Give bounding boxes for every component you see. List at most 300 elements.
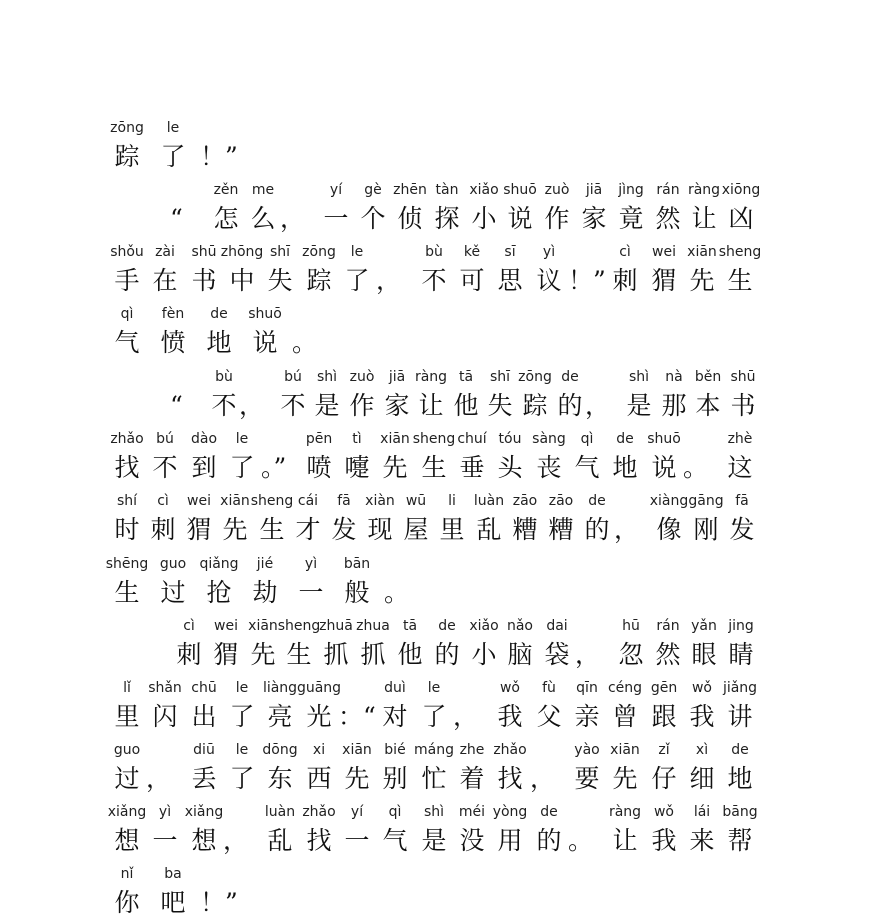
hanzi: 先 [382,453,408,482]
pinyin: nǐ [120,866,134,882]
pinyin: me [251,182,275,198]
hanzi: 家 [581,204,607,233]
hanzi: 踪 [306,266,332,295]
hanzi: 眼 [691,640,717,669]
hanzi: 袋 [544,640,570,669]
hanzi: 要 [574,764,600,793]
hanzi: 闪 [152,702,178,731]
pinyin: máng [414,742,454,758]
pinyin: shī [489,369,511,385]
pinyin: shū [730,369,756,385]
pinyin: zhǎo [302,804,336,820]
hanzi-with-pinyin [717,800,763,862]
pinyin: yòng [492,804,528,820]
hanzi: 讲 [727,702,753,731]
hanzi: 着 [459,764,485,793]
pinyin: yí [350,804,364,820]
pinyin: duì [384,680,406,696]
hanzi: 不 [152,453,178,482]
hanzi: 里 [439,515,465,544]
pinyin: le [235,680,249,696]
hanzi-with-pinyin [196,552,242,614]
hanzi: 一 [152,826,178,855]
pinyin: zhǎo [493,742,527,758]
pinyin: lái [693,804,711,820]
pinyin: de [540,804,558,820]
hanzi: 竟 [618,204,644,233]
hanzi: 吧 [160,888,186,917]
pinyin: de [731,742,749,758]
hanzi: 他 [453,391,479,420]
pinyin: de [616,431,634,447]
hanzi: ！” [568,266,606,295]
hanzi: 探 [434,204,460,233]
pinyin: xiǎo [469,618,499,634]
pinyin: zhōng [220,244,264,260]
pinyin: zǐ [658,742,670,758]
pinyin: jié [256,556,274,572]
hanzi: 光 [306,702,332,731]
hanzi: 找 [497,764,523,793]
pinyin: gēn [650,680,678,696]
text-line [0,800,894,862]
hanzi: 愤 [160,328,186,357]
hanzi: 不 [280,391,306,420]
hanzi: 失 [267,266,293,295]
hanzi: 他 [397,640,423,669]
pinyin: de [438,618,456,634]
pinyin: dào [190,431,218,447]
hanzi-with-pinyin [242,302,288,364]
pinyin: yǎn [691,618,717,634]
hanzi: 踪 [114,142,140,171]
pinyin: sī [504,244,516,260]
pinyin: shì [316,369,338,385]
pinyin: zōng [518,369,552,385]
hanzi: ， [146,764,172,793]
hanzi: 屋 [403,515,429,544]
pinyin: xiān [220,493,250,509]
hanzi: 想 [114,826,140,855]
pinyin: xiān [248,618,278,634]
pinyin: zōng [110,120,144,136]
hanzi: ， [223,826,249,855]
hanzi: 亮 [267,702,293,731]
hanzi-with-pinyin [242,552,288,614]
text-line [0,489,894,551]
hanzi: 嚏 [344,453,370,482]
hanzi: 了 [229,702,255,731]
pinyin: xiǎng [107,804,147,820]
hanzi: 让 [691,204,717,233]
pinyin: shuō [248,306,282,322]
hanzi: 先 [344,764,370,793]
pinyin: xiān [610,742,640,758]
pinyin: bié [384,742,406,758]
text-line [0,302,894,364]
hanzi: 刺 [150,515,176,544]
hanzi: 本 [695,391,721,420]
hanzi: “ [170,204,183,233]
pinyin: le [235,431,249,447]
text-line [0,240,894,302]
pinyin: gāng [688,493,724,509]
pinyin: rán [656,618,680,634]
hanzi: 生 [286,640,312,669]
pinyin: le [427,680,441,696]
pinyin: xiàn [365,493,395,509]
pinyin: chū [191,680,217,696]
hanzi: 。 [384,578,410,607]
pinyin: fā [337,493,351,509]
text-line [0,738,894,800]
pinyin: wǒ [499,680,520,696]
hanzi-with-pinyin [150,116,196,178]
pinyin: xi [312,742,326,758]
hanzi: 垂 [459,453,485,482]
hanzi: 出 [191,702,217,731]
pinyin: shī [269,244,291,260]
pinyin: sheng [412,431,456,447]
hanzi: 的 [557,391,583,420]
hanzi: 想 [191,826,217,855]
hanzi: 到 [191,453,217,482]
pinyin: tì [352,431,362,447]
hanzi: 西 [306,764,332,793]
hanzi: 丧 [536,453,562,482]
hanzi: 乱 [267,826,293,855]
pinyin: jiā [388,369,406,385]
pinyin: méi [458,804,486,820]
pinyin: de [210,306,228,322]
pinyin: bān [343,556,371,572]
hanzi: 不 [421,266,447,295]
hanzi: 忽 [618,640,644,669]
text-line [0,178,894,240]
hanzi-with-pinyin [150,302,196,364]
pinyin: ràng [687,182,721,198]
hanzi: 发 [729,515,755,544]
pinyin: de [588,493,606,509]
hanzi: 丢 [191,764,217,793]
hanzi: 找 [114,453,140,482]
pinyin: cì [183,618,195,634]
pinyin: yí [329,182,343,198]
hanzi: 侦 [397,204,423,233]
hanzi: 先 [689,266,715,295]
hanzi: 糟 [512,515,538,544]
pinyin: luàn [473,493,505,509]
hanzi: ， [239,391,265,420]
text-line [0,427,894,489]
hanzi-with-pinyin [196,302,242,364]
pinyin: wei [214,618,238,634]
hanzi: 刺 [176,640,202,669]
hanzi: 生 [421,453,447,482]
hanzi-with-pinyin [150,862,196,924]
pinyin: qīn [576,680,598,696]
pinyin: shū [191,244,217,260]
pinyin: ràng [608,804,642,820]
hanzi: 像 [656,515,682,544]
hanzi: 。 [292,328,318,357]
hanzi: 发 [331,515,357,544]
pinyin: luàn [264,804,296,820]
hanzi: 头 [497,453,523,482]
hanzi: 时 [114,515,140,544]
hanzi: 乱 [476,515,502,544]
hanzi-with-pinyin [720,365,766,427]
hanzi: 细 [689,764,715,793]
text-line [0,676,894,738]
hanzi-with-pinyin [150,552,196,614]
pinyin: nà [665,369,683,385]
pinyin: shǎn [148,680,182,696]
hanzi: 一 [323,204,349,233]
hanzi: 议 [536,266,562,295]
pinyin: guāng [296,680,342,696]
pinyin: tā [402,618,418,634]
pinyin: de [561,369,579,385]
hanzi: 没 [459,826,485,855]
hanzi: 过 [114,764,140,793]
pinyin: shǒu [110,244,144,260]
pinyin: le [166,120,180,136]
hanzi-with-pinyin [719,489,765,551]
hanzi: 别 [382,764,408,793]
text-line [0,614,894,676]
hanzi: 先 [222,515,248,544]
text-line [0,365,894,427]
hanzi: 对 [382,702,408,731]
pinyin: gè [364,182,382,198]
punctuation [196,862,242,924]
hanzi: 说 [651,453,677,482]
hanzi: 是 [421,826,447,855]
hanzi: 帮 [727,826,753,855]
hanzi: 这 [727,453,753,482]
pinyin: ba [164,866,182,882]
hanzi: 地 [612,453,638,482]
pinyin: xiōng [721,182,761,198]
pinyin: céng [607,680,643,696]
hanzi: 刚 [693,515,719,544]
pinyin: jiā [585,182,603,198]
pinyin: guo [113,742,141,758]
hanzi: 我 [497,702,523,731]
pinyin: wei [187,493,211,509]
hanzi: 地 [727,764,753,793]
hanzi: 了 [229,453,255,482]
hanzi: 然 [655,204,681,233]
hanzi-with-pinyin [717,738,763,800]
pinyin: fù [542,680,556,696]
hanzi-with-pinyin [104,552,150,614]
pinyin: xiàng [649,493,689,509]
hanzi: 书 [191,266,217,295]
pinyin: zōng [302,244,336,260]
hanzi: 气 [382,826,408,855]
hanzi: 在 [152,266,178,295]
pinyin: yì [542,244,556,260]
hanzi: 抓 [360,640,386,669]
hanzi: 生 [259,515,285,544]
hanzi: ， [575,640,601,669]
pinyin: chuí [457,431,487,447]
pinyin: xiān [380,431,410,447]
pinyin: pēn [305,431,333,447]
pinyin: zhǎo [110,431,144,447]
punctuation [196,116,242,178]
pinyin: běn [694,369,722,385]
pinyin: dōng [262,742,298,758]
pinyin: lǐ [123,680,131,696]
pinyin: sheng [718,244,762,260]
hanzi: 个 [360,204,386,233]
pinyin: zuò [544,182,570,198]
pinyin: shuō [647,431,681,447]
hanzi: 忙 [421,764,447,793]
hanzi-with-pinyin [717,240,763,302]
pinyin: kě [463,244,481,260]
pinyin: bāng [722,804,758,820]
pinyin: qiǎng [199,556,239,572]
hanzi: 过 [160,578,186,607]
pinyin: sheng [250,493,294,509]
hanzi: 我 [689,702,715,731]
hanzi: 东 [267,764,293,793]
hanzi: 用 [497,826,523,855]
hanzi: 作 [349,391,375,420]
pinyin: wǒ [691,680,712,696]
hanzi: 一 [344,826,370,855]
pinyin: fèn [161,306,185,322]
hanzi-with-pinyin [718,614,764,676]
pinyin: guo [159,556,187,572]
hanzi: 然 [655,640,681,669]
hanzi: ：“ [338,702,376,731]
hanzi: 思 [497,266,523,295]
hanzi: 跟 [651,702,677,731]
pinyin: qì [120,306,134,322]
hanzi-with-pinyin [104,302,150,364]
pinyin: rán [656,182,680,198]
hanzi: 糟 [548,515,574,544]
hanzi: 亲 [574,702,600,731]
pinyin: wei [652,244,676,260]
pinyin: hū [622,618,640,634]
pinyin: zāo [548,493,574,509]
hanzi: ！” [200,888,238,917]
pinyin: wū [405,493,427,509]
hanzi: 的 [434,640,460,669]
hanzi: 猬 [186,515,212,544]
hanzi: 那 [661,391,687,420]
hanzi: 先 [250,640,276,669]
hanzi-with-pinyin [717,427,763,489]
hanzi: 说 [507,204,533,233]
hanzi-with-pinyin [334,552,380,614]
hanzi: 睛 [728,640,754,669]
pinyin: tàn [435,182,459,198]
hanzi: 里 [114,702,140,731]
hanzi: 般 [344,578,370,607]
pinyin: le [350,244,364,260]
pinyin: zāo [512,493,538,509]
hanzi: ， [453,702,479,731]
pinyin: sàng [532,431,566,447]
pinyin: bú [284,369,302,385]
pinyin: cái [297,493,319,509]
hanzi-with-pinyin [717,676,763,738]
hanzi: 仔 [651,764,677,793]
hanzi: 的 [536,826,562,855]
hanzi: 。” [261,453,287,482]
hanzi: 刺 [612,266,638,295]
pinyin: fā [735,493,749,509]
hanzi: 小 [471,204,497,233]
pinyin: qì [388,804,402,820]
hanzi: 找 [306,826,332,855]
pinyin: shēng [105,556,149,572]
hanzi: 说 [252,328,278,357]
hanzi: 先 [612,764,638,793]
punctuation [380,552,426,614]
hanzi-with-pinyin [288,552,334,614]
pinyin: xiǎo [469,182,499,198]
hanzi: 家 [384,391,410,420]
pinyin: zhè [727,431,753,447]
hanzi: 一 [298,578,324,607]
hanzi: 书 [730,391,756,420]
hanzi: 。 [568,826,594,855]
pinyin: diū [193,742,215,758]
pinyin: zuò [349,369,375,385]
hanzi: 曾 [612,702,638,731]
pinyin: xiān [342,742,372,758]
hanzi: 是 [626,391,652,420]
hanzi: 凶 [728,204,754,233]
pinyin: wǒ [653,804,674,820]
hanzi: 作 [544,204,570,233]
pinyin: zhēn [393,182,427,198]
hanzi: 才 [295,515,321,544]
hanzi: 生 [727,266,753,295]
hanzi: ！” [200,142,238,171]
hanzi: 了 [421,702,447,731]
hanzi: 猬 [651,266,677,295]
pinyin: jing [728,618,754,634]
hanzi-with-pinyin [104,862,150,924]
pinyin: tā [458,369,474,385]
pinyin: shì [628,369,650,385]
hanzi: 踪 [522,391,548,420]
pinyin: xiān [687,244,717,260]
pinyin: cì [619,244,631,260]
hanzi: 你 [114,888,140,917]
hanzi: ， [585,391,611,420]
pinyin: zài [155,244,175,260]
pinyin: bù [215,369,233,385]
hanzi: 可 [459,266,485,295]
hanzi: 让 [612,826,638,855]
hanzi: 气 [114,328,140,357]
pinyin: dai [546,618,568,634]
hanzi: 了 [160,142,186,171]
hanzi: 的 [584,515,610,544]
hanzi-with-pinyin [718,178,764,240]
punctuation [288,302,334,364]
